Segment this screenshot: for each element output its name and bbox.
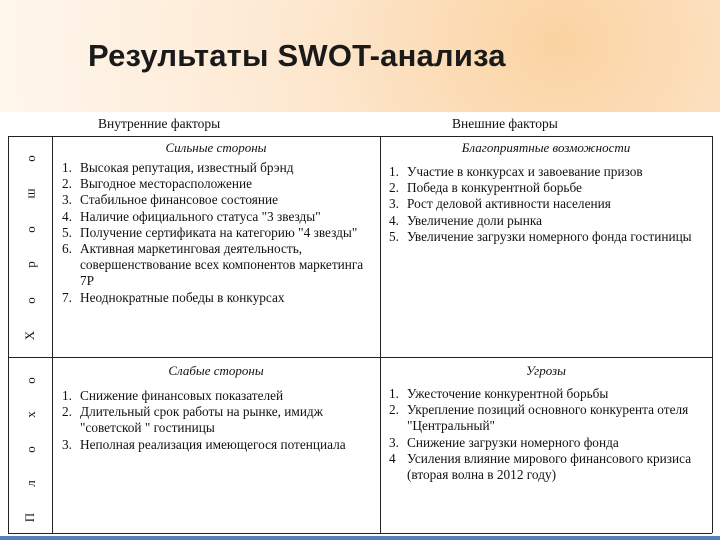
table-top-border	[8, 136, 712, 137]
item-number: 2.	[389, 402, 399, 418]
item-text: Участие в конкурсах и завоевание призов	[407, 164, 643, 179]
label-column-border	[52, 136, 53, 533]
table-bottom-border	[8, 533, 712, 534]
row-label-bad-letter: о	[22, 377, 38, 384]
item-number: 1.	[389, 386, 399, 401]
item-text: Укрепление позиций основного конкурента отеля "Центральный"	[407, 402, 689, 434]
strengths-list	[62, 160, 374, 306]
table-middle-border	[8, 357, 712, 358]
threats-heading: Угрозы	[526, 363, 566, 378]
list-item	[389, 213, 705, 229]
internal-factors-header: Внутренние факторы	[98, 116, 221, 131]
list-item	[62, 192, 374, 208]
item-number: 7.	[62, 289, 72, 305]
list-item	[62, 209, 374, 225]
row-label-bad-letter: П	[22, 512, 38, 523]
item-text: Неоднократные победы в конкурсах	[80, 289, 285, 305]
opportunities-heading: Благоприятные возможности	[461, 140, 631, 155]
item-number: 3.	[62, 436, 72, 452]
item-text: Выгодное месторасположение	[80, 176, 252, 192]
list-item	[389, 402, 705, 434]
item-number: 4.	[389, 212, 399, 228]
list-item	[389, 435, 705, 451]
item-number: 5.	[389, 228, 399, 244]
row-label-bad-letter: л	[22, 480, 38, 487]
item-number: 2.	[62, 176, 72, 192]
list-item	[62, 388, 374, 404]
item-text: Высокая репутация, известный брэнд	[80, 160, 294, 175]
list-item	[389, 196, 705, 212]
slide-title: Результаты SWOT-анализа	[88, 38, 506, 73]
row-label-good	[8, 152, 52, 342]
list-item	[389, 180, 705, 196]
item-number: 1.	[62, 388, 72, 403]
row-label-bad-letter: х	[22, 411, 38, 418]
list-item	[62, 241, 374, 290]
item-number: 4.	[62, 208, 72, 224]
row-label-good-letter: о	[22, 155, 38, 162]
item-text: Получение сертификата на категорию "4 звезды"	[80, 224, 358, 240]
row-label-bad-letter: о	[22, 445, 38, 453]
item-text: Активная маркетинговая деятельность, совершенствование всех компонентов маркетинга 7Р	[80, 241, 364, 289]
item-number: 5.	[62, 224, 72, 240]
strengths-heading: Сильные стороны	[165, 140, 267, 155]
row-label-good-letter: р	[22, 261, 38, 268]
item-text: Рост деловой активности населения	[407, 196, 611, 212]
swot-table	[0, 112, 720, 540]
item-number: 3.	[389, 196, 399, 212]
item-number: 6.	[62, 241, 72, 257]
item-text: Усиления влияние мирового финансового кризиса (вторая волна в 2012 году)	[407, 450, 692, 483]
item-number: 3.	[62, 192, 72, 208]
item-text: Победа в конкурентной борьбе	[407, 180, 582, 196]
list-item	[62, 225, 374, 241]
list-item	[389, 164, 705, 180]
item-number: 3.	[389, 434, 399, 450]
threats-list	[389, 386, 705, 483]
weaknesses-heading: Слабые стороны	[168, 363, 264, 378]
weaknesses-list	[62, 388, 374, 453]
row-label-good-letter: ш	[22, 188, 38, 199]
item-text: Длительный срок работы на рынке, имидж "советской " гостиницы	[80, 404, 323, 436]
item-number: 2.	[62, 404, 72, 420]
item-text: Увеличение загрузки номерного фонда гостиницы	[407, 228, 692, 244]
item-text: Снижение финансовых показателей	[80, 388, 284, 403]
list-item	[62, 404, 374, 436]
item-text: Ужесточение конкурентной борьбы	[407, 386, 609, 401]
item-text: Наличие официального статуса "3 звезды"	[80, 208, 321, 224]
center-column-border	[380, 136, 381, 533]
external-factors-header: Внешние факторы	[452, 116, 558, 131]
row-label-good-letter: о	[22, 296, 38, 304]
list-item	[62, 176, 374, 192]
item-text: Неполная реализация имеющегося потенциала	[80, 436, 346, 452]
table-right-border	[712, 136, 713, 533]
item-number: 2.	[389, 180, 399, 196]
row-label-good-letter: о	[22, 226, 38, 233]
list-item	[62, 437, 374, 453]
list-item	[389, 386, 705, 402]
row-label-good-letter: Х	[22, 330, 38, 341]
item-number: 4	[389, 450, 396, 466]
item-text: Снижение загрузки номерного фонда	[407, 434, 619, 450]
item-text: Увеличение доли рынка	[407, 212, 542, 228]
list-item	[62, 290, 374, 306]
slide-bottom-bar	[0, 536, 720, 540]
list-item	[389, 451, 705, 483]
row-label-bad	[8, 374, 52, 524]
item-number: 1.	[62, 160, 72, 175]
list-item	[62, 160, 374, 176]
item-text: Стабильное финансовое состояние	[80, 192, 279, 208]
list-item	[389, 229, 705, 245]
item-number: 1.	[389, 164, 399, 179]
opportunities-list	[389, 164, 705, 245]
